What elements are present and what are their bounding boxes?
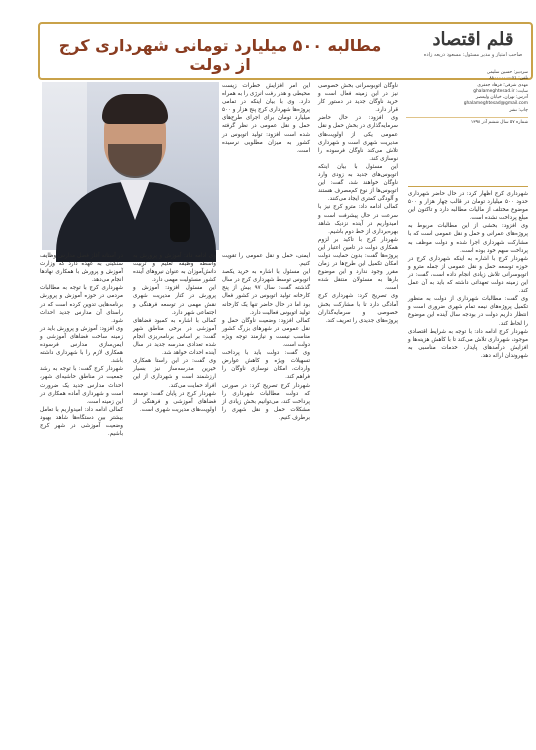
column-divider [408,186,528,187]
masthead-row: سردبیر: حسین سلیمی [486,70,528,75]
article-column-4: وی ادامه داد: آموزش و پرورش به واسطه وظیفه تعلیم و تربیت دانش‌آموزان به عنوان نیروهای آینده کشور مسئولیت مهمی دارد. این مسئول افزود: آموزش و پرورش در کنار مدیریت شهری نقش مهمی در توسعه فرهنگی و اجتماعی شهر دارد. کمالی با اشاره به کمبود فضاهای آموزشی در برخی مناطق شهر گفت: بر اساس برنامه‌ریزی انجام شده تعدادی مدرسه جدید در سال آینده احداث خواهد شد. وی گفت: در این راستا همکاری خیرین مدرسه‌ساز نیز بسیار ارزشمند است و شهرداری از این افراد حمایت می‌کند. شهردار کرج در پایان گفت: توسعه فضاهای آموزشی و فرهنگی از اولویت‌های مدیریت شهری است. [133,253,217,413]
article-column-5: در آستانه آغاز فصل مدارس وظایف سنگینی به عهده دارد که وزارت آموزش و پرورش با همکاری نهادها انجام می‌دهد. شهرداری کرج با توجه به مطالبات مردمی در حوزه آموزش و پرورش برنامه‌هایی تدوین کرده است که در راستای آن مدارس جدید احداث شود. وی افزود: آموزش و پرورش باید در زمینه ساخت فضاهای آموزشی و ایمن‌سازی مدارس فرسوده همکاری لازم را با شهرداری داشته باشد. شهردار کرج گفت: با توجه به رشد جمعیت در مناطق حاشیه‌ای شهر، احداث مدارس جدید یک ضرورت است و شهرداری آماده همکاری در این زمینه است. کمالی ادامه داد: امیدواریم با تعامل بیشتر بین دستگاه‌ها شاهد بهبود وضعیت آموزشی در شهر کرج باشیم. [40,253,124,438]
masthead-logo [418,30,528,60]
masthead-row: مهدی شرقی؛ فرهاد جعفری [477,82,528,88]
page-headline: مطالبه ۵۰۰ میلیارد تومانی شهرداری کرج از دولت [58,36,382,74]
masthead-row: سایت: ghalameghtesad.ir [473,88,528,94]
article-column-3-top: این امر افزایش خطرات زیست محیطی و هدر رفت انرژی را به همراه دارد. وی با بیان اینکه در تمامی پروژه‌ها شهرداری کرج پنج هزار و ۵۰۰ میلیارد تومان برای اجرای طرح‌های حمل و نقل عمومی در نظر گرفته شده است افزود: تولید اتوبوس در کشور به میزان مطلوبی نرسیده است. [220,83,310,154]
masthead-row: ghalameghtesad@gmail.com [463,101,528,107]
article-column-1: شهرداری کرج اظهار کرد: در حال حاضر شهرداری حدود ۵۰۰ میلیارد تومان در قالب چهار هزار و ۵۰۰ موضوع مختلف از مالیات مطالبه دارد و تاکنون این مبلغ پرداخت نشده است. وی افزود: بخشی از این مطالبات مربوط به پروژه‌های عمرانی و حمل و نقل عمومی است که با مشارکت شهرداری اجرا شده و دولت موظف به پرداخت سهم خود بوده است. شهردار کرج با اشاره به اینکه شهرداری کرج در حوزه توسعه حمل و نقل عمومی از جمله مترو و اتوبوسرانی تلاش زیادی انجام داده است، گفت: در این زمینه دولت تعهداتی داشته که باید به آن عمل کند. وی گفت: مطالبات شهرداری از دولت به منظور تکمیل پروژه‌های نیمه تمام شهری ضروری است و انتظار داریم دولت در بودجه سال آینده این موضوع را لحاظ کند. شهردار کرج ادامه داد: با توجه به شرایط اقتصادی موجود، شهرداری تلاش می‌کند تا با کاهش هزینه‌ها و افزایش درآمدهای پایدار، خدمات مناسبی به شهروندان ارائه دهد. [408,191,529,359]
masthead-row: چاپ: نشر [509,107,528,113]
article-column-3-bottom: ایمنی، حمل و نقل عمومی را تقویت کنیم. این مسئول با اشاره به خرید یکصد اتوبوس توسط شهرداری کرج در سال گذشته گفت: سال ۹۷ بیش از پنج کارخانه تولید اتوبوس در کشور فعال بود اما در حال حاضر تنها یک کارخانه تولید اتوبوس فعالیت دارد. کمالی افزود: وضعیت ناوگان حمل و نقل عمومی در شهرهای بزرگ کشور مناسب نیست و نیازمند توجه ویژه دولت است. وی گفت: دولت باید با پرداخت تسهیلات ویژه و کاهش عوارض واردات، امکان نوسازی ناوگان را فراهم کند. شهردار کرج تصریح کرد: در صورتی که دولت مطالبات شهرداری را پرداخت کند، می‌توانیم بخش زیادی از مشکلات حمل و نقل شهری را برطرف کنیم. [222,253,311,421]
masthead-row: تلفن: ۰۲۱-۸۸۰۰۰۰۰۰ [489,76,528,82]
masthead-row: آدرس: تهران، خیابان ولیعصر [475,95,528,101]
mayor-photo [42,82,219,250]
logo-title: قلم اقتصاد [432,29,514,50]
issue-info: شماره ۵۷ سال ششم آذر ۱۳۹۸ [406,117,528,126]
photo-hair [102,94,168,124]
article-column-2: ناوگان اتوبوسرانی بخش خصوصی نیز در این زمینه فعال است و خرید ناوگان جدید در دستور کار قرار دارد. وی افزود: در حال حاضر سرمایه‌گذاری در بخش حمل و نقل عمومی یکی از اولویت‌های مدیریت شهری است و شهرداری تلاش می‌کند ناوگان فرسوده را نوسازی کند. این مسئول با بیان اینکه اتوبوس‌های جدید به زودی وارد ناوگان خواهند شد، گفت: این اتوبوس‌ها از نوع کم‌مصرف هستند و آلودگی کمتری ایجاد می‌کنند. کمالی ادامه داد: مترو کرج نیز با سرعت در حال پیشرفت است و امیدواریم در آینده نزدیک شاهد بهره‌برداری از خط دوم باشیم. شهردار کرج با تاکید بر لزوم همکاری دولت در تامین اعتبار این پروژه‌ها گفت: بدون حمایت دولت امکان تکمیل این طرح‌ها در زمان مقرر وجود ندارد و این موضوع بارها به مسئولان منتقل شده است. وی تصریح کرد: شهرداری کرج آمادگی دارد تا با مشارکت بخش خصوصی و سرمایه‌گذاران پروژه‌های جدیدی را تعریف کند. [318,83,398,324]
masthead-info [406,70,528,126]
photo-beard [108,144,162,178]
microphone-icon [170,202,190,242]
logo-subtitle: صاحب امتیاز و مدیر مسئول: مسعود ذریعه زاده [423,52,523,58]
